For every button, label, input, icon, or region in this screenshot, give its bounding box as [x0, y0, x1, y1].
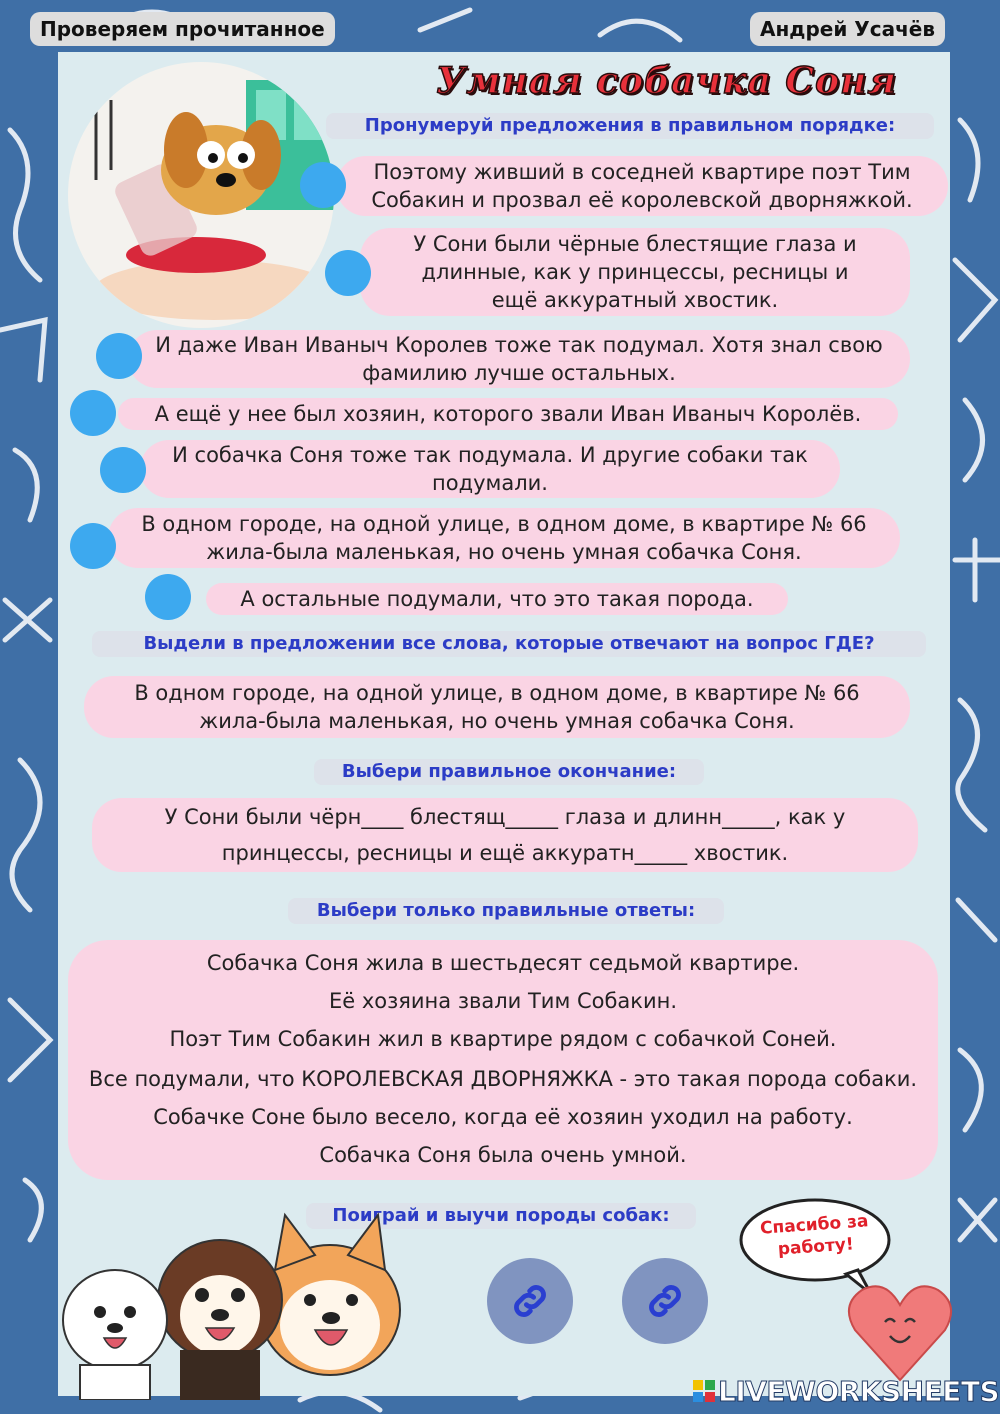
order-number-input-6[interactable] — [70, 523, 116, 569]
where-instruction: Выдели в предложении все слова, которые отвечают на вопрос ГДЕ? — [92, 631, 926, 657]
order-number-input-4[interactable] — [70, 390, 116, 436]
liveworksheets-logo-icon — [693, 1380, 715, 1402]
answers-instruction: Выбери только правильные ответы: — [288, 898, 724, 924]
play-instruction: Поиграй и выучи породы собак: — [306, 1203, 696, 1229]
author-tag: Андрей Усачёв — [750, 12, 945, 46]
topic-tag: Проверяем прочитанное — [30, 12, 335, 46]
puppies-illustration — [60, 1200, 420, 1400]
link-icon — [643, 1279, 687, 1323]
order-number-input-3[interactable] — [96, 333, 142, 379]
answer-option-5[interactable]: Собачке Соне было весело, когда её хозяин уходил на работу. — [153, 1105, 853, 1129]
link-icon — [508, 1279, 552, 1323]
order-number-input-1[interactable] — [300, 162, 346, 208]
thanks-text: Спасибо за работу! — [759, 1211, 870, 1260]
order-sentence-3: И даже Иван Иваныч Королев тоже так подумал. Хотя знал свою фамилию лучше остальных. — [128, 330, 910, 388]
answer-option-4[interactable]: Все подумали, что КОРОЛЕВСКАЯ ДВОРНЯЖКА - это такая порода собаки. — [88, 1067, 918, 1091]
order-sentence-2: У Сони были чёрные блестящие глаза и длинные, как у принцессы, ресницы и ещё аккуратный хвостик. — [360, 228, 910, 316]
order-number-input-5[interactable] — [100, 447, 146, 493]
endings-sentence[interactable]: У Сони были чёрн____ блестящ_____ глаза и длинн_____, как у принцессы, ресницы и ещё аккуратн_____ хвостик. — [92, 798, 918, 872]
answer-option-6[interactable]: Собачка Соня была очень умной. — [319, 1143, 687, 1167]
order-number-input-2[interactable] — [325, 250, 371, 296]
breed-game-link-2[interactable] — [622, 1258, 708, 1344]
worksheet-title: Умная собачка Соня — [436, 60, 897, 102]
answer-option-2[interactable]: Её хозяина звали Тим Собакин. — [328, 989, 678, 1013]
order-number-input-7[interactable] — [145, 574, 191, 620]
answer-option-1[interactable]: Собачка Соня жила в шестьдесят седьмой квартире. — [206, 951, 800, 975]
endings-instruction: Выбери правильное окончание: — [314, 759, 704, 785]
order-sentence-7: А остальные подумали, что это такая порода. — [206, 583, 788, 615]
order-sentence-4: А ещё у нее был хозяин, которого звали Иван Иваныч Королёв. — [118, 398, 898, 430]
answer-option-3[interactable]: Поэт Тим Собакин жил в квартире рядом с собачкой Соней. — [169, 1027, 837, 1051]
order-sentence-6: В одном городе, на одной улице, в одном доме, в квартире № 66 жила-была маленькая, но очень умная собачка Соня. — [108, 508, 900, 568]
where-sentence[interactable]: В одном городе, на одной улице, в одном доме, в квартире № 66 жила-была маленькая, но очень умная собачка Соня. — [84, 676, 910, 738]
answers-box — [68, 940, 938, 1180]
heart-character — [840, 1270, 960, 1390]
watermark-text: LIVEWORKSHEETS — [718, 1375, 1000, 1408]
order-sentence-5: И собачка Соня тоже так подумала. И другие собаки так подумали. — [140, 440, 840, 498]
dog-illustration — [66, 60, 336, 330]
order-instruction: Пронумеруй предложения в правильном порядке: — [326, 113, 934, 139]
order-sentence-1: Поэтому живший в соседней квартире поэт Тим Собакин и прозвал её королевской дворняжкой. — [336, 156, 948, 216]
breed-game-link-1[interactable] — [487, 1258, 573, 1344]
